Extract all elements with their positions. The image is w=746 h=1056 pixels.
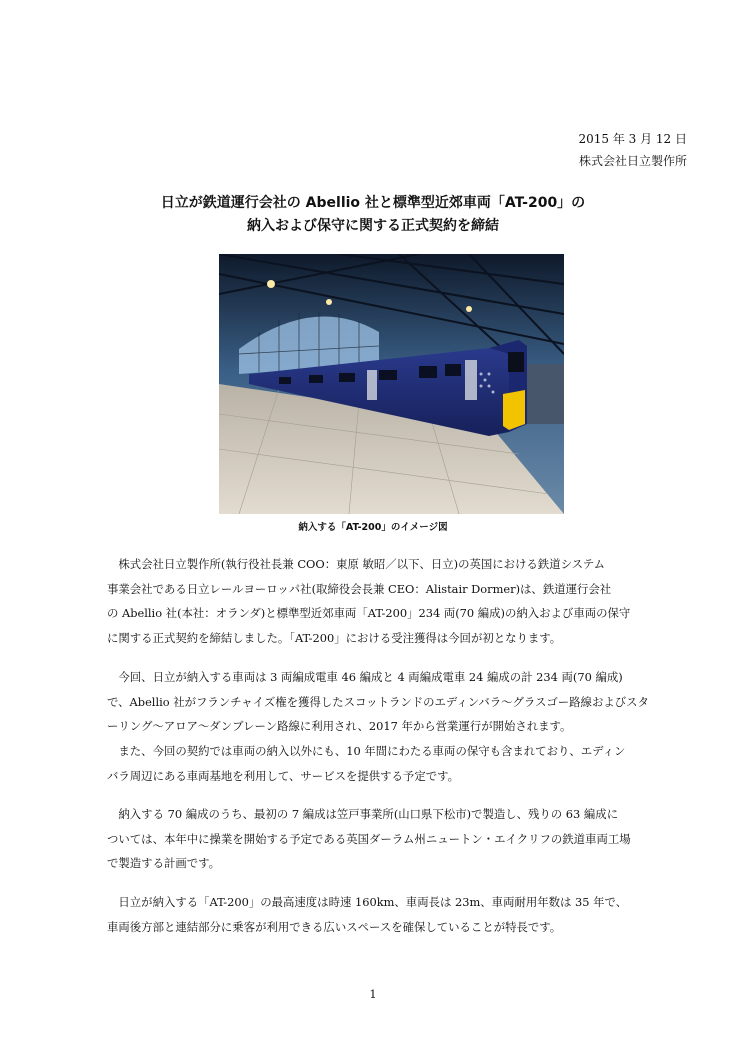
p1-line-4: に関する正式契約を締結しました。「AT-200」における受注獲得は今回が初となります。 <box>107 630 562 645</box>
p1-line-1: 株式会社日立製作所(執行役社長兼 COO：東原 敏昭／以下、日立)の英国における鉄道システム <box>107 557 606 571</box>
paragraph-2 <box>107 665 650 739</box>
p3-line-2: バラ周辺にある車両基地を利用して、サービスを提供する予定です。 <box>107 768 459 783</box>
train-photo <box>219 254 564 514</box>
company-name: 株式会社日立製作所 <box>578 154 687 168</box>
header-date-block <box>578 128 687 172</box>
paragraph-1 <box>107 552 650 650</box>
p2-line-1: 今回、日立が納入する車両は 3 両編成電車 46 編成と 4 両編成電車 24 編成の計 234 両(70 編成) <box>107 670 623 684</box>
p4-line-2: ついては、本年中に操業を開始する予定である英国ダーラム州ニュートン・エイクリフの鉄道車両工場 <box>107 831 631 846</box>
p4-line-3: で製造する計画です。 <box>107 856 220 870</box>
p5-line-1: 日立が納入する「AT-200」の最高速度は時速 160km、車両長は 23m、車両耐用年数は 35 年で、 <box>107 895 628 909</box>
p5-line-2: 車両後方部と連結部分に乗客が利用できる広いスペースを確保していることが特長です。 <box>107 919 562 934</box>
p1-line-3: の Abellio 社(本社：オランダ)と標準型近郊車両「AT-200」234 両(70 編成)の納入および車両の保守 <box>107 606 631 620</box>
p2-line-3: ーリング～アロア～ダンブレーン路線に利用され、2017 年から営業運行が開始されます。 <box>107 719 572 733</box>
p2-line-2: で、Abellio 社がフランチャイズ権を獲得したスコットランドのエディンバラ～グラスゴー路線およびスタ <box>107 694 649 709</box>
title-line-2: 納入および保守に関する正式契約を締結 <box>247 218 499 234</box>
page-number: 1 <box>369 988 377 1001</box>
press-release-title <box>0 192 746 238</box>
paragraph-5 <box>107 890 650 939</box>
p1-line-2: 事業会社である日立レールヨーロッパ社(取締役会長兼 CEO：Alistair Dormer)は、鉄道運行会社 <box>107 581 612 596</box>
photo-caption: 納入する「AT-200」のイメージ図 <box>298 522 448 533</box>
paragraph-3 <box>107 739 650 788</box>
p3-line-1: また、今回の契約では車両の納入以外にも、10 年間にわたる車両の保守も含まれており、エディン <box>107 744 626 758</box>
paragraph-4 <box>107 802 650 876</box>
p4-line-1: 納入する 70 編成のうち、最初の 7 編成は笠戸事業所(山口県下松市)で製造し、残りの 63 編成に <box>107 807 619 821</box>
title-line-1: 日立が鉄道運行会社の Abellio 社と標準型近郊車両「AT-200」の <box>160 195 586 211</box>
release-date: 2015 年 3 月 12 日 <box>578 132 687 146</box>
